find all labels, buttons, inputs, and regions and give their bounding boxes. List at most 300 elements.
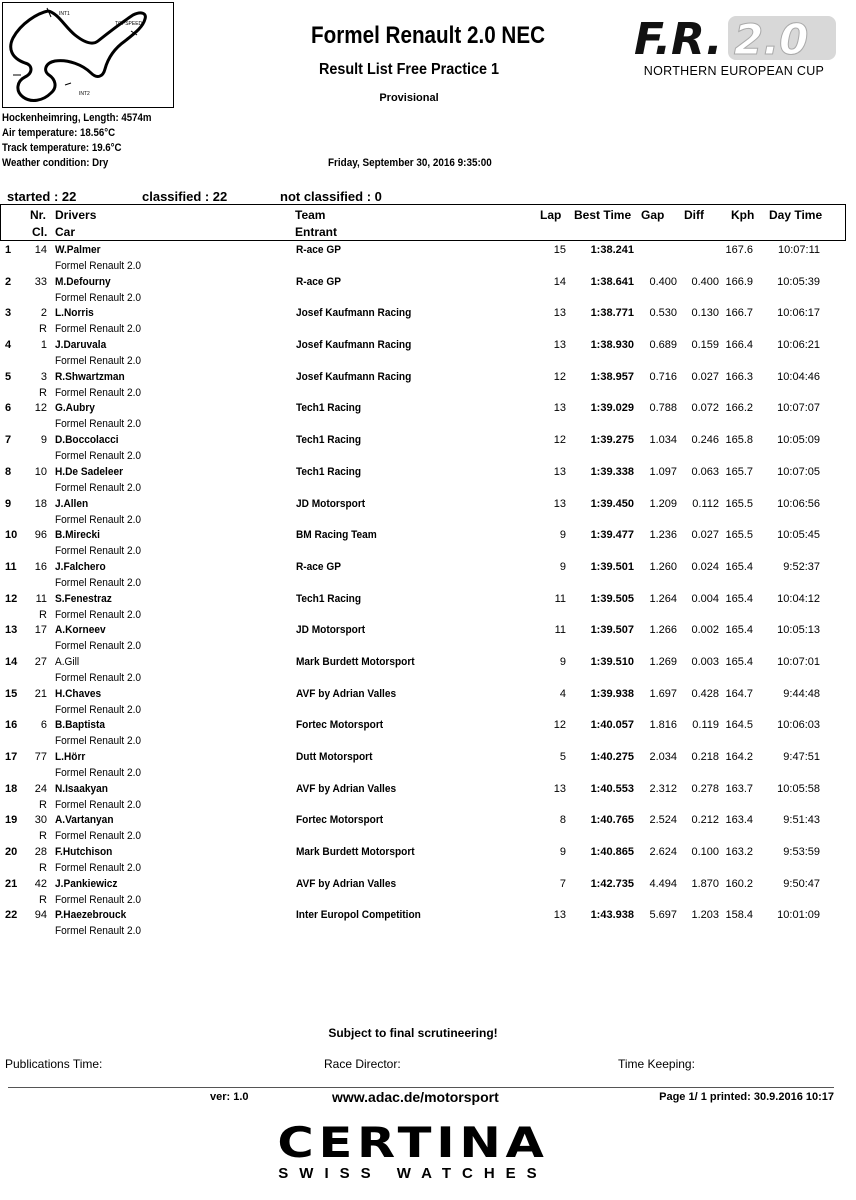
driver-name: J.Allen [55, 497, 89, 510]
table-row [0, 748, 856, 780]
position: 4 [5, 339, 12, 352]
position: 1 [5, 244, 12, 256]
diff: 0.428 [691, 687, 719, 700]
day-time: 10:07:05 [777, 465, 820, 478]
gap: 1.034 [649, 434, 677, 447]
day-time: 10:05:39 [777, 275, 820, 288]
best-time: 1:40.275 [590, 751, 634, 763]
diff: 0.003 [691, 655, 719, 668]
gap: 1.264 [649, 592, 677, 605]
day-time: 10:01:09 [777, 909, 820, 922]
gap: 1.269 [649, 655, 677, 668]
day-time: 10:06:03 [777, 719, 820, 732]
speed-kph: 163.2 [725, 846, 753, 859]
class: R [39, 830, 47, 843]
day-time: 10:07:01 [777, 655, 820, 668]
gap: 0.400 [649, 275, 677, 288]
speed-kph: 165.5 [725, 497, 753, 510]
car-model: Formel Renault 2.0 [55, 355, 142, 368]
speed-kph: 160.2 [725, 877, 753, 890]
diff: 0.100 [691, 846, 719, 859]
day-time: 9:44:48 [783, 687, 820, 700]
laps: 13 [553, 307, 566, 320]
laps: 13 [553, 339, 566, 352]
car-model: Formel Renault 2.0 [55, 545, 142, 558]
page-title: Formel Renault 2.0 NEC [311, 22, 545, 49]
driver-name: W.Palmer [55, 244, 101, 256]
team-name: Josef Kaufmann Racing [296, 339, 412, 352]
position: 18 [5, 782, 18, 795]
sponsor-tagline: SWISS WATCHES [278, 1165, 548, 1182]
driver-name: G.Aubry [55, 402, 95, 415]
driver-name: B.Baptista [55, 719, 106, 732]
car-model: Formel Renault 2.0 [55, 481, 142, 494]
position: 16 [5, 719, 18, 732]
diff: 0.072 [691, 402, 719, 415]
diff: 0.246 [691, 434, 719, 447]
car-model: Formel Renault 2.0 [55, 291, 142, 304]
diff: 0.024 [691, 560, 719, 573]
car-number: 28 [34, 846, 47, 859]
track-temperature: Track temperature: 19.6°C [2, 142, 122, 154]
car-model: Formel Renault 2.0 [55, 418, 142, 431]
diff: 0.004 [691, 592, 719, 605]
position: 5 [5, 370, 12, 383]
gap: 2.312 [649, 782, 677, 795]
team-name: R-ace GP [296, 560, 342, 573]
col-best-time: Best Time [574, 208, 632, 222]
not-classified-count: not classified : 0 [280, 189, 382, 204]
table-row [0, 875, 856, 907]
position: 3 [5, 307, 12, 320]
car-number: 94 [34, 909, 47, 922]
col-day-time: Day Time [769, 208, 823, 222]
position: 11 [5, 560, 17, 573]
driver-name: P.Haezebrouck [55, 909, 127, 922]
diff: 0.063 [691, 465, 719, 478]
table-row [0, 621, 856, 653]
car-model: Formel Renault 2.0 [55, 862, 142, 875]
best-time: 1:39.477 [590, 529, 634, 542]
table-row [0, 906, 856, 938]
car-number: 27 [34, 655, 47, 668]
car-model: Formel Renault 2.0 [55, 640, 142, 653]
results-table [0, 241, 856, 938]
diff: 1.870 [691, 877, 719, 890]
best-time: 1:39.505 [590, 592, 634, 605]
table-row [0, 843, 856, 875]
laps: 9 [559, 846, 566, 859]
gap: 0.788 [649, 402, 677, 415]
speed-kph: 165.4 [725, 624, 753, 637]
page-subtitle: Result List Free Practice 1 [318, 61, 500, 78]
day-time: 9:51:43 [783, 814, 820, 827]
air-temperature: Air temperature: 18.56°C [2, 127, 116, 139]
day-time: 10:06:56 [777, 497, 820, 510]
car-number: 30 [34, 814, 47, 827]
best-time: 1:39.275 [590, 434, 634, 447]
gap: 1.236 [649, 529, 677, 542]
team-name: JD Motorsport [296, 624, 366, 637]
team-name: AVF by Adrian Valles [296, 687, 397, 700]
car-number: 24 [34, 782, 47, 795]
car-number: 16 [34, 560, 47, 573]
diff: 0.159 [691, 339, 719, 352]
gap: 1.266 [649, 624, 677, 637]
driver-name: J.Falchero [55, 560, 106, 573]
gap: 1.097 [649, 465, 677, 478]
team-name: Mark Burdett Motorsport [296, 655, 415, 668]
gap: 5.697 [649, 909, 677, 922]
team-name: Josef Kaufmann Racing [296, 307, 412, 320]
logo-version-text: 2.0 [734, 15, 809, 64]
driver-name: M.Defourny [55, 275, 111, 288]
car-model: Formel Renault 2.0 [55, 386, 142, 399]
logo-fr-text: F.R. [634, 14, 723, 64]
col-drivers: Drivers [55, 208, 97, 222]
position: 20 [5, 846, 18, 859]
track-label-int1: INT1 [59, 11, 70, 17]
best-time: 1:39.029 [590, 402, 634, 415]
car-model: Formel Renault 2.0 [55, 576, 142, 589]
team-name: Fortec Motorsport [296, 814, 384, 827]
driver-name: J.Daruvala [55, 339, 107, 352]
best-time: 1:38.930 [590, 339, 634, 352]
car-number: 18 [34, 497, 47, 510]
laps: 9 [559, 655, 566, 668]
speed-kph: 158.4 [725, 909, 753, 922]
table-row [0, 526, 856, 558]
day-time: 9:47:51 [783, 751, 820, 763]
car-number: 96 [34, 529, 47, 542]
car-number: 6 [40, 719, 47, 732]
table-row [0, 653, 856, 685]
website-link[interactable]: www.adac.de/motorsport [332, 1089, 499, 1105]
car-number: 17 [34, 624, 47, 637]
laps: 13 [553, 497, 566, 510]
team-name: Tech1 Racing [296, 465, 362, 478]
diff: 0.002 [691, 624, 719, 637]
team-name: AVF by Adrian Valles [296, 877, 397, 890]
position: 19 [5, 814, 18, 827]
car-number: 12 [34, 402, 47, 415]
best-time: 1:40.865 [590, 846, 634, 859]
day-time: 10:06:17 [777, 307, 820, 320]
day-time: 10:05:09 [777, 434, 820, 447]
position: 15 [5, 687, 18, 700]
car-model: Formel Renault 2.0 [55, 608, 142, 621]
speed-kph: 163.4 [725, 814, 753, 827]
speed-kph: 166.2 [725, 402, 753, 415]
car-model: Formel Renault 2.0 [55, 735, 142, 748]
gap: 0.689 [649, 339, 677, 352]
status-label: Provisional [379, 92, 439, 104]
best-time: 1:39.938 [590, 687, 634, 700]
diff: 0.218 [691, 751, 719, 763]
best-time: 1:42.735 [590, 877, 634, 890]
gap: 4.494 [649, 877, 677, 890]
driver-name: H.De Sadeleer [55, 465, 124, 478]
gap: 2.034 [649, 751, 677, 763]
day-time: 10:04:12 [777, 592, 820, 605]
team-name: R-ace GP [296, 275, 342, 288]
gap: 0.530 [649, 307, 677, 320]
best-time: 1:38.957 [590, 370, 634, 383]
laps: 7 [559, 877, 566, 890]
table-row [0, 590, 856, 622]
laps: 9 [559, 560, 566, 573]
sponsor-logo: CERTINA [277, 1118, 549, 1167]
car-model: Formel Renault 2.0 [55, 671, 142, 684]
laps: 15 [553, 244, 566, 256]
track-label-topspeed: TOPSPEED [115, 21, 143, 27]
diff: 1.203 [691, 909, 719, 922]
laps: 13 [553, 782, 566, 795]
diff: 0.027 [691, 529, 719, 542]
team-name: Mark Burdett Motorsport [296, 846, 415, 859]
table-row [0, 811, 856, 843]
driver-name: F.Hutchison [55, 846, 113, 859]
laps: 11 [554, 624, 566, 637]
car-number: 21 [34, 687, 47, 700]
table-row [0, 304, 856, 336]
day-time: 10:07:11 [777, 244, 820, 256]
car-model: Formel Renault 2.0 [55, 767, 142, 779]
laps: 13 [553, 909, 566, 922]
position: 14 [5, 655, 18, 668]
car-number: 1 [40, 339, 47, 352]
car-number: 14 [34, 244, 47, 256]
speed-kph: 164.5 [725, 719, 753, 732]
table-row [0, 336, 856, 368]
car-model: Formel Renault 2.0 [55, 925, 142, 938]
col-car: Car [55, 225, 76, 239]
table-row [0, 431, 856, 463]
team-name: Josef Kaufmann Racing [296, 370, 412, 383]
team-name: Tech1 Racing [296, 402, 362, 415]
car-number: 10 [34, 465, 47, 478]
best-time: 1:40.553 [590, 782, 634, 795]
car-model: Formel Renault 2.0 [55, 260, 142, 272]
col-team: Team [295, 208, 326, 222]
speed-kph: 166.9 [725, 275, 753, 288]
laps: 12 [553, 434, 566, 447]
day-time: 10:05:45 [777, 529, 820, 542]
team-name: AVF by Adrian Valles [296, 782, 397, 795]
gap: 1.816 [649, 719, 677, 732]
diff: 0.278 [691, 782, 719, 795]
logo-subtitle: NORTHERN EUROPEAN CUP [643, 64, 825, 78]
laps: 14 [553, 275, 566, 288]
driver-name: L.Norris [55, 307, 94, 320]
col-cl: Cl. [32, 225, 48, 239]
best-time: 1:39.338 [590, 465, 634, 478]
race-director-label: Race Director: [324, 1057, 401, 1071]
page-info: Page 1/ 1 printed: 30.9.2016 10:17 [659, 1091, 834, 1103]
team-name: Tech1 Racing [296, 592, 362, 605]
speed-kph: 166.3 [725, 370, 753, 383]
scrutineering-note: Subject to final scrutineering! [328, 1026, 498, 1040]
col-nr: Nr. [30, 208, 47, 222]
best-time: 1:38.771 [590, 307, 634, 320]
driver-name: L.Hörr [55, 751, 86, 763]
position: 8 [5, 465, 12, 478]
speed-kph: 165.5 [725, 529, 753, 542]
team-name: JD Motorsport [296, 497, 366, 510]
best-time: 1:40.765 [590, 814, 634, 827]
position: 12 [5, 592, 18, 605]
car-number: 33 [34, 275, 47, 288]
laps: 4 [559, 687, 566, 700]
position: 9 [5, 497, 12, 510]
version-label: ver: 1.0 [210, 1091, 249, 1103]
class: R [39, 893, 47, 906]
speed-kph: 164.7 [725, 687, 753, 700]
class: R [39, 386, 47, 399]
diff: 0.212 [691, 814, 719, 827]
car-model: Formel Renault 2.0 [55, 450, 142, 463]
driver-name: J.Pankiewicz [55, 877, 118, 890]
class: R [39, 798, 47, 811]
car-number: 11 [35, 592, 47, 605]
gap: 2.624 [649, 846, 677, 859]
class: R [39, 862, 47, 875]
diff: 0.130 [691, 307, 719, 320]
position: 6 [5, 402, 12, 415]
speed-kph: 167.6 [725, 244, 753, 256]
table-row [0, 273, 856, 305]
speed-kph: 165.8 [725, 434, 753, 447]
driver-name: H.Chaves [55, 687, 102, 700]
team-name: Fortec Motorsport [296, 719, 384, 732]
weather-condition: Weather condition: Dry [2, 157, 109, 169]
track-label-int2: INT2 [79, 91, 90, 97]
position: 17 [5, 751, 18, 763]
team-name: R-ace GP [296, 244, 342, 256]
table-row [0, 495, 856, 527]
car-model: Formel Renault 2.0 [55, 798, 142, 811]
class: R [39, 608, 47, 621]
best-time: 1:39.501 [590, 560, 634, 573]
laps: 13 [553, 402, 566, 415]
best-time: 1:38.241 [590, 244, 634, 256]
table-row [0, 716, 856, 748]
diff: 0.400 [691, 275, 719, 288]
speed-kph: 166.4 [725, 339, 753, 352]
class: R [39, 323, 47, 336]
car-model: Formel Renault 2.0 [55, 893, 142, 906]
diff: 0.027 [691, 370, 719, 383]
col-entrant: Entrant [295, 225, 337, 239]
col-diff: Diff [684, 208, 704, 222]
laps: 12 [553, 370, 566, 383]
best-time: 1:38.641 [590, 275, 634, 288]
col-lap: Lap [540, 208, 562, 222]
position: 7 [5, 434, 12, 447]
best-time: 1:43.938 [590, 909, 634, 922]
col-kph: Kph [731, 208, 755, 222]
table-row [0, 463, 856, 495]
driver-name: R.Shwartzman [55, 370, 125, 383]
driver-name: B.Mirecki [55, 529, 101, 542]
speed-kph: 165.4 [725, 560, 753, 573]
laps: 13 [553, 465, 566, 478]
car-number: 42 [34, 877, 47, 890]
team-name: BM Racing Team [296, 529, 377, 542]
best-time: 1:39.450 [590, 497, 634, 510]
gap: 1.697 [649, 687, 677, 700]
day-time: 10:05:13 [777, 624, 820, 637]
position: 2 [5, 275, 12, 288]
gap: 1.260 [649, 560, 677, 573]
gap: 0.716 [649, 370, 677, 383]
driver-name: D.Boccolacci [55, 434, 119, 447]
session-datetime: Friday, September 30, 2016 9:35:00 [328, 157, 492, 169]
diff: 0.112 [692, 497, 719, 510]
driver-name: N.Isaakyan [55, 782, 108, 795]
best-time: 1:39.510 [590, 655, 634, 668]
car-model: Formel Renault 2.0 [55, 513, 142, 526]
position: 13 [5, 624, 18, 637]
car-model: Formel Renault 2.0 [55, 703, 142, 716]
day-time: 9:53:59 [783, 846, 820, 859]
best-time: 1:39.507 [590, 624, 634, 637]
speed-kph: 163.7 [725, 782, 753, 795]
position: 21 [5, 877, 18, 890]
car-model: Formel Renault 2.0 [55, 830, 142, 843]
table-row [0, 558, 856, 590]
car-number: 2 [40, 307, 47, 320]
diff: 0.119 [692, 719, 719, 732]
team-name: Dutt Motorsport [296, 751, 373, 763]
laps: 5 [559, 751, 566, 763]
car-model: Formel Renault 2.0 [55, 323, 142, 336]
car-number: 77 [34, 751, 47, 763]
speed-kph: 165.4 [725, 592, 753, 605]
car-number: 9 [40, 434, 47, 447]
speed-kph: 166.7 [725, 307, 753, 320]
time-keeping-label: Time Keeping: [618, 1057, 695, 1071]
laps: 12 [553, 719, 566, 732]
table-row [0, 241, 856, 273]
gap: 1.209 [649, 497, 677, 510]
day-time: 9:50:47 [783, 877, 820, 890]
publications-time-label: Publications Time: [5, 1057, 103, 1071]
laps: 11 [554, 592, 566, 605]
day-time: 9:52:37 [783, 560, 820, 573]
gap: 2.524 [649, 814, 677, 827]
position: 22 [5, 909, 18, 922]
table-row [0, 685, 856, 717]
track-info: Hockenheimring, Length: 4574m [2, 112, 152, 124]
driver-name: A.Korneev [55, 624, 106, 637]
day-time: 10:06:21 [777, 339, 820, 352]
best-time: 1:40.057 [590, 719, 634, 732]
laps: 9 [559, 529, 566, 542]
table-row [0, 780, 856, 812]
day-time: 10:07:07 [777, 402, 820, 415]
started-count: started : 22 [7, 189, 77, 204]
speed-kph: 165.4 [725, 655, 753, 668]
laps: 8 [559, 814, 566, 827]
driver-name: S.Fenestraz [55, 592, 112, 605]
table-row [0, 368, 856, 400]
classified-count: classified : 22 [142, 189, 228, 204]
table-row [0, 399, 856, 431]
driver-name: A.Gill [55, 655, 80, 668]
team-name: Inter Europol Competition [296, 909, 421, 922]
table-header [0, 204, 846, 241]
